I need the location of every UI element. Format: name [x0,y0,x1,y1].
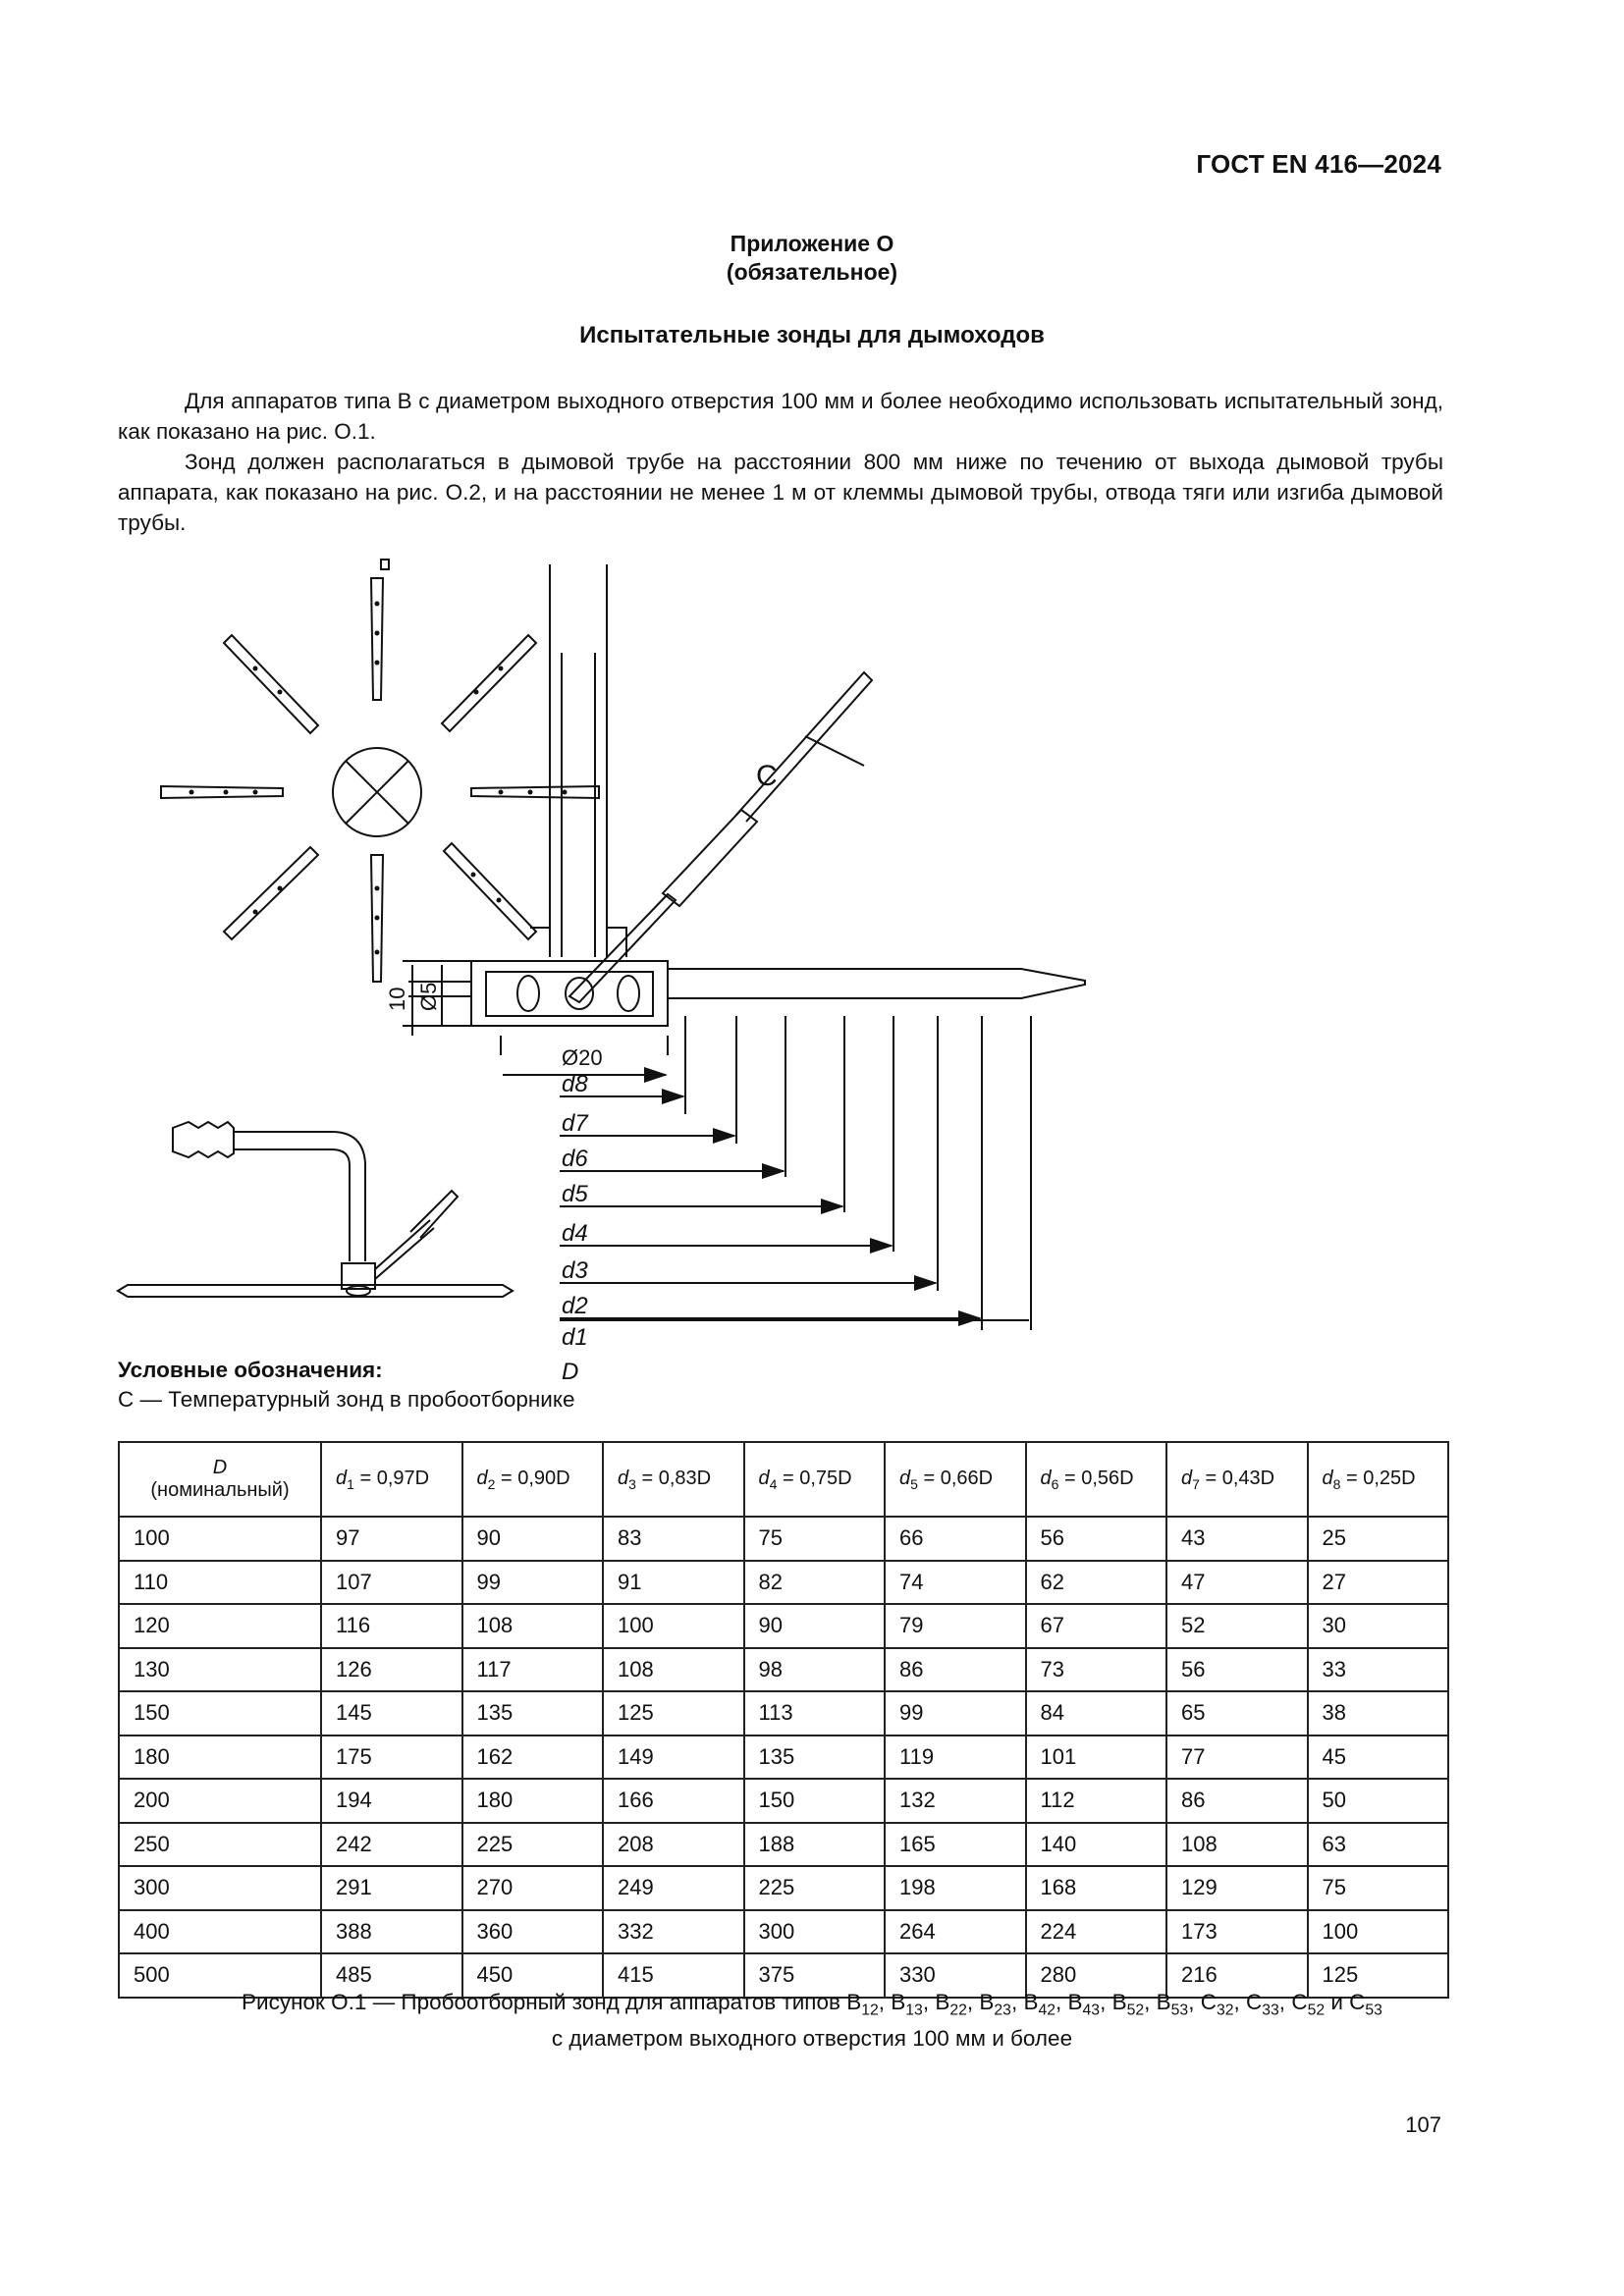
header-nominal-label: (номинальный) [150,1479,290,1501]
table-header-row [119,1442,1448,1517]
header-symbol: d [1322,1467,1333,1489]
caption-type-subscript: 52 [1126,2002,1145,2019]
caption-type-separator: , [878,1990,892,2014]
table-cell: 25 [1308,1517,1449,1561]
table-cell: 101 [1026,1735,1167,1780]
caption-type-letter: B [1067,1990,1083,2014]
table-cell: 149 [603,1735,744,1780]
table-cell: 216 [1166,1953,1308,1998]
dim-label-d7: d7 [562,1110,588,1137]
header-subscript: 5 [910,1475,918,1492]
header-d3 [603,1442,744,1517]
header-subscript: 2 [487,1475,496,1492]
header-formula: = 0,25D [1340,1467,1416,1489]
paragraph-1 [118,386,1443,447]
dim-label-d3: d3 [562,1257,588,1284]
table-cell: 91 [603,1561,744,1605]
header-d1 [321,1442,462,1517]
dim-label-d4: d4 [562,1220,588,1247]
caption-type-letter: C [1349,1990,1366,2014]
section-title: Испытательные зонды для дымоходов [579,322,1045,348]
table-cell: 250 [119,1823,321,1867]
header-subscript: 4 [769,1475,778,1492]
header-d7 [1166,1442,1308,1517]
caption-type-subscript: 52 [1307,2002,1326,2019]
table-cell: 129 [1166,1866,1308,1910]
table-row [119,1561,1448,1605]
header-formula: = 0,90D [495,1467,570,1489]
dim-label-d8: d8 [562,1071,588,1097]
table-cell: 168 [1026,1866,1167,1910]
header-d2 [462,1442,604,1517]
caption-type-separator: , [1010,1990,1024,2014]
header-d6 [1026,1442,1167,1517]
header-subscript: 1 [347,1475,354,1492]
label-c: C [756,760,778,792]
caption-type-letter: C [1200,1990,1217,2014]
table-cell: 65 [1166,1691,1308,1735]
caption-type-subscript: 43 [1082,2002,1101,2019]
table-cell: 113 [744,1691,886,1735]
table-cell: 38 [1308,1691,1449,1735]
table-cell: 225 [744,1866,886,1910]
header-d5 [885,1442,1026,1517]
table-cell: 485 [321,1953,462,1998]
table-cell: 56 [1026,1517,1167,1561]
table-cell: 132 [885,1779,1026,1823]
header-symbol: d [476,1467,488,1489]
caption-type-separator: , [1233,1990,1247,2014]
table-cell: 173 [1166,1910,1308,1954]
header-symbol: d [1181,1467,1193,1489]
caption-line-1 [0,1989,1624,2025]
table-cell: 90 [744,1604,886,1648]
caption-type-subscript: 53 [1365,2002,1382,2019]
table-cell: 166 [603,1779,744,1823]
table-cell: 52 [1166,1604,1308,1648]
caption-type-separator: , [922,1990,936,2014]
dim-d20: Ø20 [562,1045,603,1070]
table-cell: 270 [462,1866,604,1910]
table-row [119,1910,1448,1954]
header-subscript: 8 [1332,1475,1341,1492]
dimensions-table [118,1441,1449,1999]
header-d4 [744,1442,886,1517]
table-cell: 47 [1166,1561,1308,1605]
caption-type-letter: B [1111,1990,1127,2014]
table-cell: 84 [1026,1691,1167,1735]
header-subscript: 6 [1051,1475,1059,1492]
table-cell: 107 [321,1561,462,1605]
header-d-symbol: D [212,1457,228,1478]
caption-type-subscript: 53 [1170,2002,1189,2019]
header-formula: = 0,66D [917,1467,994,1489]
table-cell: 30 [1308,1604,1449,1648]
header-formula: = 0,83D [635,1467,712,1489]
table-cell: 110 [119,1561,321,1605]
caption-type-separator: , [966,1990,980,2014]
header-symbol: d [336,1467,348,1489]
caption-type-letter: B [891,1990,906,2014]
caption-type-separator: , [1278,1990,1292,2014]
dim-label-d2: d2 [562,1293,588,1319]
caption-type-subscript: 23 [994,2002,1011,2019]
table-cell: 150 [119,1691,321,1735]
table-cell: 45 [1308,1735,1449,1780]
legend-heading: Условные обозначения: [118,1358,383,1382]
table-cell: 450 [462,1953,604,1998]
table-cell: 242 [321,1823,462,1867]
table-cell: 208 [603,1823,744,1867]
table-cell: 99 [885,1691,1026,1735]
caption-type-subscript: 12 [861,2002,879,2019]
table-cell: 27 [1308,1561,1449,1605]
header-nominal-d [119,1442,321,1517]
header-formula: = 0,97D [353,1467,430,1489]
table-cell: 198 [885,1866,1026,1910]
table-cell: 225 [462,1823,604,1867]
table-cell: 500 [119,1953,321,1998]
table-cell: 388 [321,1910,462,1954]
table-row [119,1866,1448,1910]
table-row [119,1648,1448,1692]
table-cell: 75 [1308,1866,1449,1910]
table-body [119,1517,1448,1998]
paragraph-1-text: Для аппаратов типа В с диаметром выходного отверстия 100 мм и более необходимо использовать испытательный зонд, как показано на рис. О.1. [118,389,1443,444]
table-cell: 86 [885,1648,1026,1692]
table-cell: 125 [603,1691,744,1735]
table-cell: 249 [603,1866,744,1910]
table-cell: 415 [603,1953,744,1998]
table-cell: 97 [321,1517,462,1561]
table-cell: 194 [321,1779,462,1823]
table-cell: 108 [1166,1823,1308,1867]
standard-code: ГОСТ EN 416—2024 [1196,149,1441,179]
header-formula: = 0,43D [1199,1467,1275,1489]
table-row [119,1517,1448,1561]
table-cell: 63 [1308,1823,1449,1867]
caption-type-separator: , [1100,1990,1112,2014]
table-cell: 74 [885,1561,1026,1605]
caption-types [846,1990,1382,2019]
caption-line-2: с диаметром выходного отверстия 100 мм и более [551,2025,1073,2051]
header-subscript: 3 [628,1475,636,1492]
table-cell: 33 [1308,1648,1449,1692]
table-cell: 120 [119,1604,321,1648]
dim-label-d1: d1 [562,1324,588,1351]
table-cell: 130 [119,1648,321,1692]
caption-prefix: Рисунок О.1 — Пробоотборный зонд для аппаратов типов [242,1990,847,2014]
table-cell: 100 [119,1517,321,1561]
caption-type-letter: B [979,1990,995,2014]
elbow-probe-view [118,1122,513,1297]
dim-label-d6: d6 [562,1146,588,1172]
figure-caption [0,1989,1624,2053]
table-row [119,1735,1448,1780]
table-cell: 112 [1026,1779,1167,1823]
table-cell: 116 [321,1604,462,1648]
caption-type-separator: и [1325,1990,1350,2014]
caption-type-subscript: 42 [1038,2002,1056,2019]
table-cell: 332 [603,1910,744,1954]
table-cell: 67 [1026,1604,1167,1648]
table-cell: 180 [119,1735,321,1780]
table-cell: 77 [1166,1735,1308,1780]
table-cell: 224 [1026,1910,1167,1954]
table-cell: 75 [744,1517,886,1561]
table-cell: 86 [1166,1779,1308,1823]
table-cell: 117 [462,1648,604,1692]
table-row [119,1823,1448,1867]
table-row [119,1604,1448,1648]
table-cell: 180 [462,1779,604,1823]
table-cell: 300 [119,1866,321,1910]
header-d8 [1308,1442,1449,1517]
table-cell: 375 [744,1953,886,1998]
caption-type-letter: B [1023,1990,1039,2014]
table-cell: 280 [1026,1953,1167,1998]
table-cell: 108 [603,1648,744,1692]
table-cell: 99 [462,1561,604,1605]
table-cell: 66 [885,1517,1026,1561]
table-cell: 73 [1026,1648,1167,1692]
d-labels [562,1071,589,1385]
table-cell: 83 [603,1517,744,1561]
annex-status: (обязательное) [726,259,898,285]
table-cell: 135 [462,1691,604,1735]
dim-label-d: D [562,1359,579,1385]
table-cell: 145 [321,1691,462,1735]
caption-type-letter: B [846,1990,862,2014]
header-formula: = 0,56D [1058,1467,1134,1489]
table-cell: 108 [462,1604,604,1648]
table-row [119,1779,1448,1823]
header-subscript: 7 [1192,1475,1200,1492]
table-cell: 188 [744,1823,886,1867]
table-cell: 175 [321,1735,462,1780]
paragraph-2-text: Зонд должен располагаться в дымовой трубе на расстоянии 800 мм ниже по течению от выхода дымовой трубы аппарата, как показано на рис. О.2, и на расстоянии не менее 1 м от клеммы дымовой трубы, отвода тяги или изгиба дымовой трубы. [118,450,1443,535]
caption-type-separator: , [1188,1990,1201,2014]
caption-type-separator: , [1144,1990,1157,2014]
caption-type-letter: C [1246,1990,1263,2014]
table-cell: 98 [744,1648,886,1692]
header-symbol: d [899,1467,911,1489]
dim-d5: Ø5 [416,982,441,1011]
table-cell: 50 [1308,1779,1449,1823]
page-number: 107 [1405,2112,1441,2137]
caption-type-subscript: 22 [949,2002,967,2019]
section-probe-view [403,564,1085,1330]
caption-type-letter: B [935,1990,950,2014]
caption-type-letter: B [1156,1990,1171,2014]
star-probe-view [161,560,599,982]
table-cell: 79 [885,1604,1026,1648]
caption-type-separator: , [1056,1990,1068,2014]
table-cell: 82 [744,1561,886,1605]
dim-label-d5: d5 [562,1181,588,1207]
table-cell: 291 [321,1866,462,1910]
annex-label: Приложение О [730,231,894,256]
caption-type-subscript: 33 [1262,2002,1279,2019]
table-cell: 62 [1026,1561,1167,1605]
table-cell: 140 [1026,1823,1167,1867]
caption-type-subscript: 32 [1216,2002,1234,2019]
table-cell: 330 [885,1953,1026,1998]
table-cell: 162 [462,1735,604,1780]
legend-item-c: С — Температурный зонд в пробоотборнике [118,1387,575,1412]
header-symbol: d [758,1467,770,1489]
table-cell: 165 [885,1823,1026,1867]
table-cell: 264 [885,1910,1026,1954]
table-cell: 90 [462,1517,604,1561]
caption-type-letter: C [1291,1990,1308,2014]
table-cell: 56 [1166,1648,1308,1692]
header-symbol: d [618,1467,629,1489]
table-cell: 100 [603,1604,744,1648]
table-cell: 135 [744,1735,886,1780]
dim-10: 10 [385,987,409,1011]
table-cell: 150 [744,1779,886,1823]
caption-type-subscript: 13 [905,2002,923,2019]
table-cell: 200 [119,1779,321,1823]
table-cell: 100 [1308,1910,1449,1954]
table-row [119,1691,1448,1735]
header-symbol: d [1040,1467,1052,1489]
header-formula: = 0,75D [777,1467,852,1489]
table-cell: 119 [885,1735,1026,1780]
table-cell: 300 [744,1910,886,1954]
paragraph-2 [118,447,1443,538]
table-cell: 43 [1166,1517,1308,1561]
table-cell: 125 [1308,1953,1449,1998]
table-cell: 400 [119,1910,321,1954]
table-cell: 126 [321,1648,462,1692]
table-cell: 360 [462,1910,604,1954]
